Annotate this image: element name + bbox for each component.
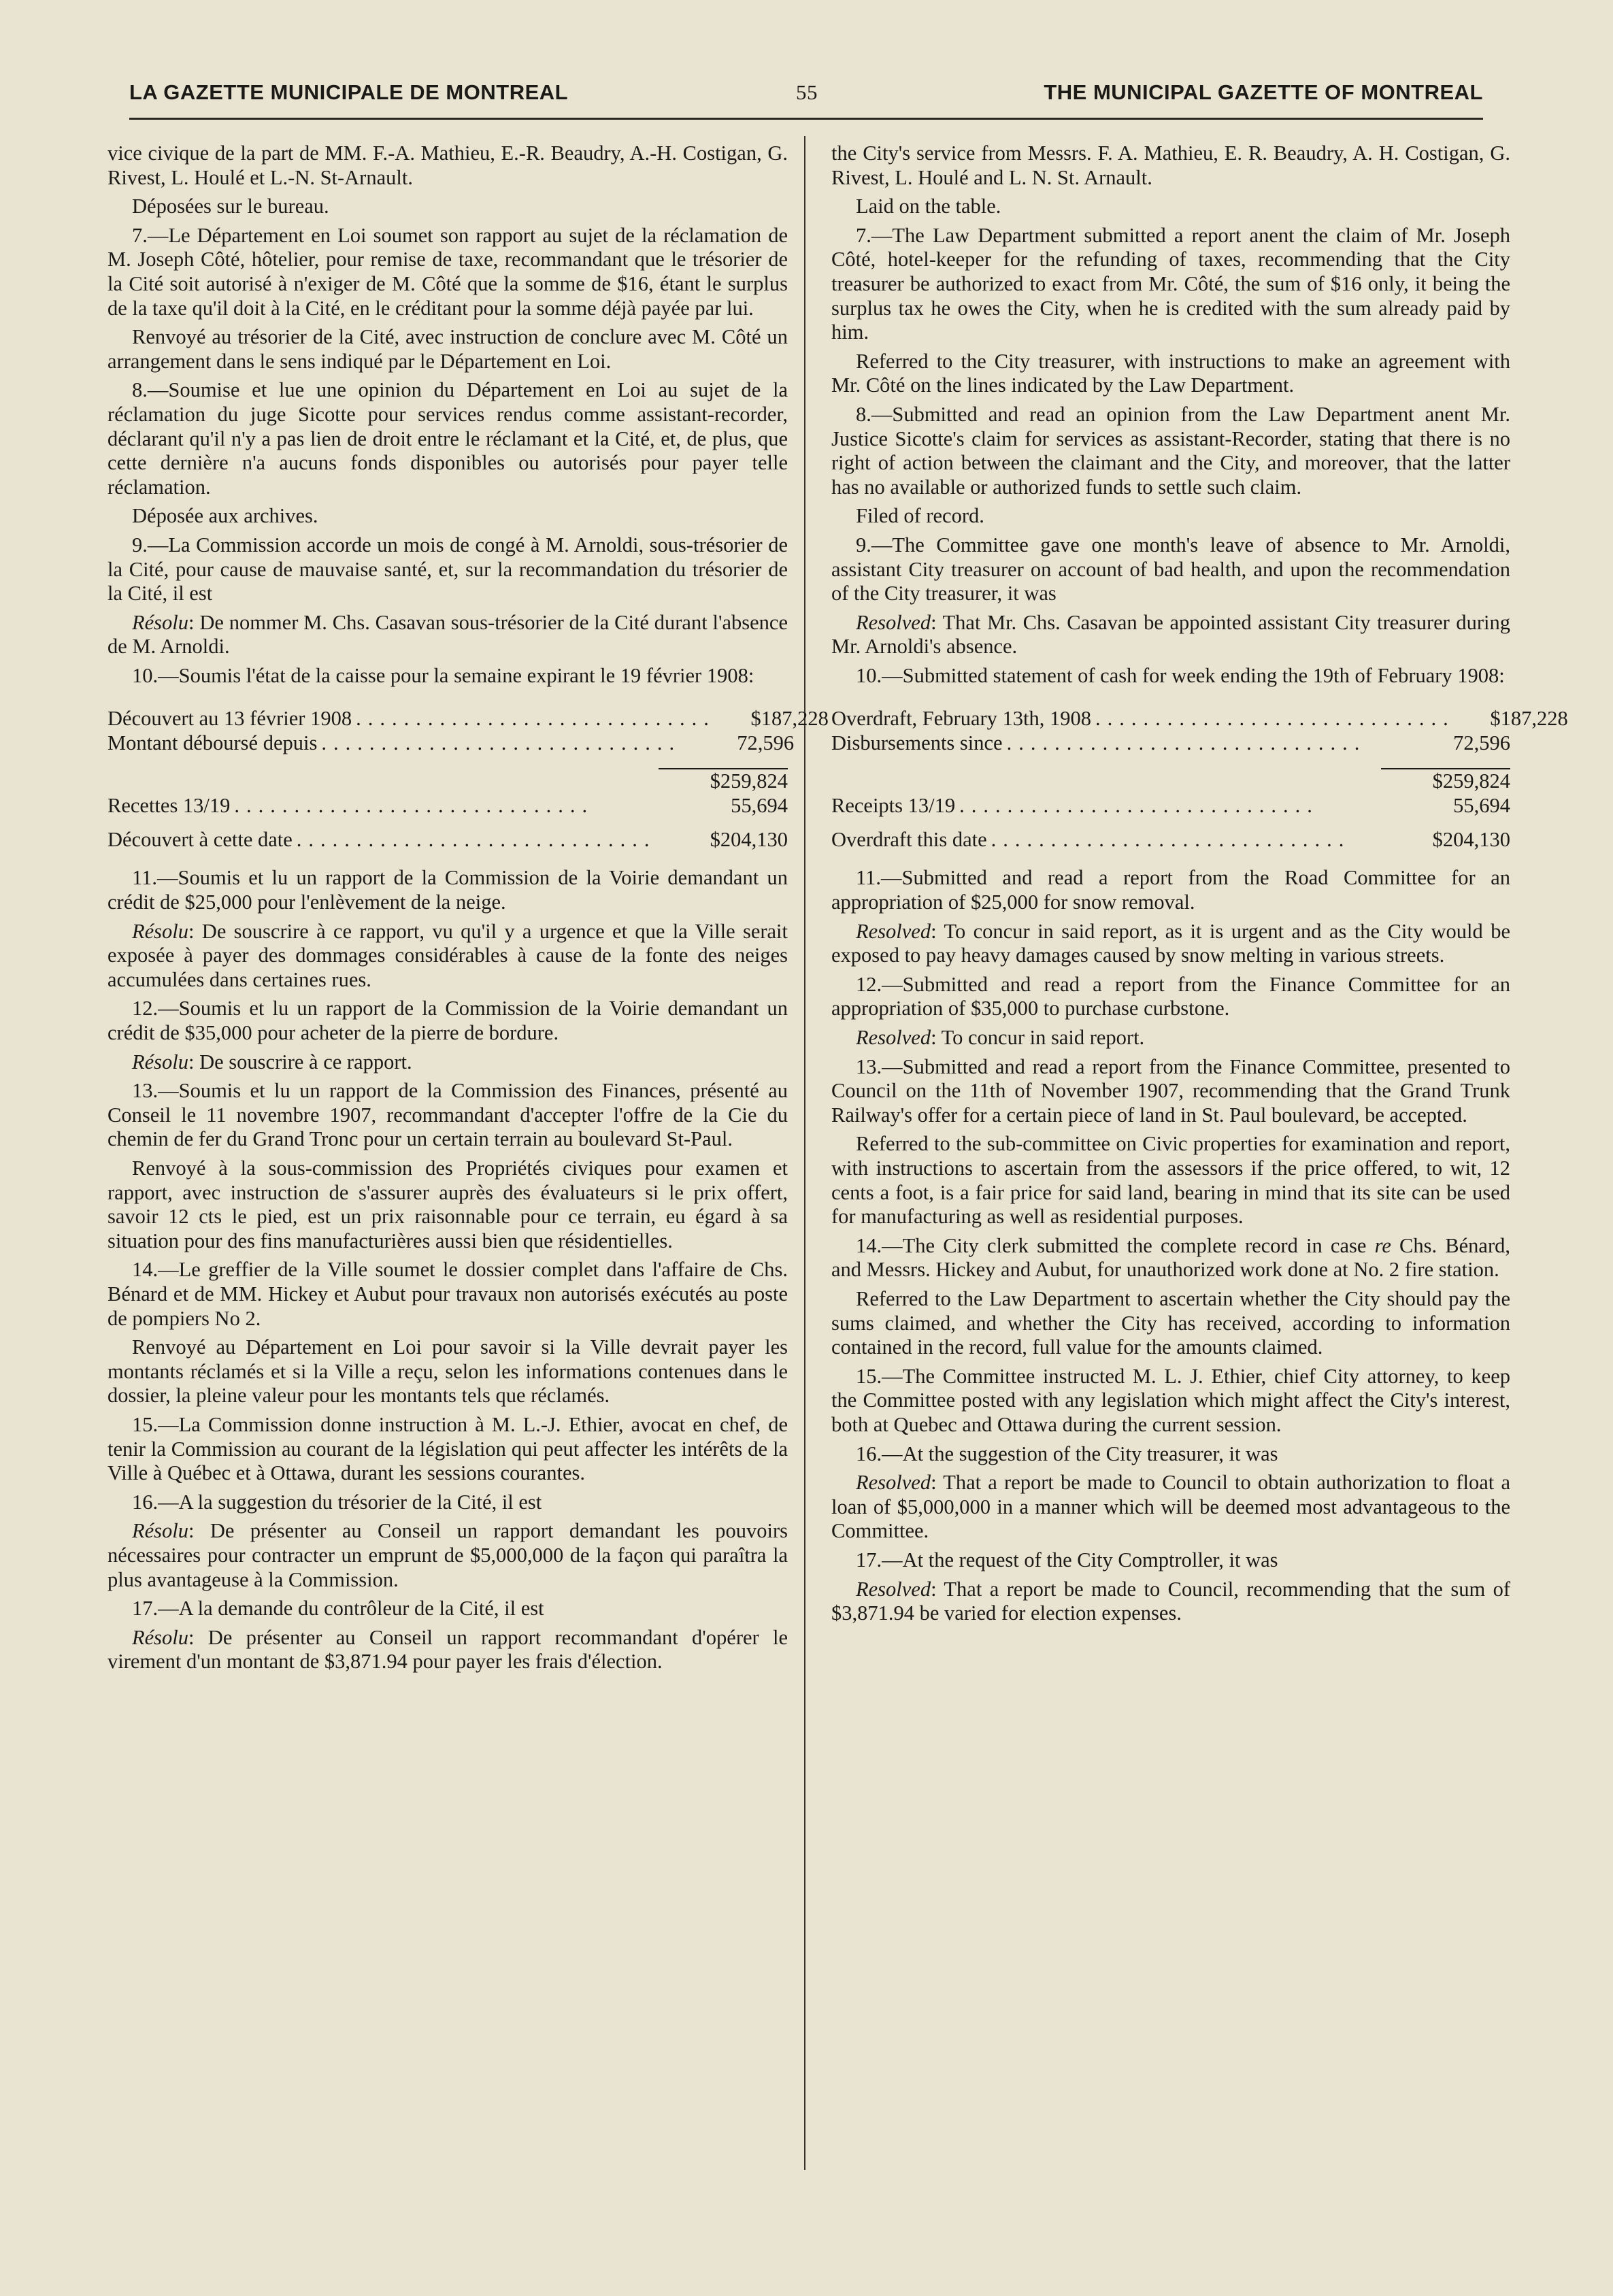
en-para-7: 9.—The Committee gave one month's leave of absence to Mr. Arnoldi, assistant City treasurer on account of bad health, and upon the recommendation of the City treasurer, it was <box>831 533 1510 605</box>
fr-para-13: 12.—Soumis et lu un rapport de la Commission de la Voirie demandant un crédit de $35,000 pour acheter de la pierre de bordure. <box>107 997 788 1045</box>
fr-para-4: Renvoyé au trésorier de la Cité, avec instruction de conclure avec M. Côté un arrangement dans le sens indiqué par le Département en Loi. <box>107 325 788 373</box>
fr-cash-row4-amount: $204,130 <box>710 828 788 852</box>
english-column <box>831 142 1568 1631</box>
fr-resolu-label: Résolu <box>132 1625 189 1649</box>
fr-cash-row1-amount: $187,228 <box>750 707 829 731</box>
fr-para-3: 7.—Le Département en Loi soumet son rapport au sujet de la réclamation de M. Joseph Côté, hôtelier, pour remise de taxe, recommandant que le trésorier de la Cité soit autorisé à n'exiger de M. Côté que la somme de $16, étant le surplus de la taxe qu'il doit à la Cité, en le créditant pour la somme déjà payée par lui. <box>107 223 788 320</box>
fr-para-23 <box>107 1626 788 1674</box>
fr-para-15: 13.—Soumis et lu un rapport de la Commission des Finances, présenté au Conseil le 11 novembre 1907, recommandant d'accepter l'offre de la Cie du chemin de fer du Grand Tronc pour un certain terrain au boulevard St-Paul. <box>107 1079 788 1151</box>
column-divider <box>804 136 805 2170</box>
fr-para-8 <box>107 611 788 659</box>
fr-para-12 <box>107 920 788 993</box>
en-para-9: 10.—Submitted statement of cash for week ending the 19th of February 1908: <box>856 663 1505 687</box>
en-cash-row3-amount: 55,694 <box>1453 794 1510 818</box>
en-para-17 <box>831 1234 1510 1282</box>
fr-para-2: Déposées sur le bureau. <box>132 195 329 218</box>
fr-para-11: 11.—Soumis et lu un rapport de la Commission de la Voirie demandant un crédit de $25,000 pour l'enlèvement de la neige. <box>107 866 788 914</box>
en-resolved-label: Resolved <box>856 919 931 943</box>
fr-para-21 <box>107 1519 788 1592</box>
fr-cash-row3-amount: 55,694 <box>731 794 788 818</box>
en-cash-subtotal: $259,824 <box>1432 769 1510 793</box>
en-resolved-label: Resolved <box>856 1471 931 1495</box>
en-para-19: 15.—The Committee instructed M. L. J. Ethier, chief City attorney, to keep the Committee posted with any legislation which might affect the City's interest, both at Quebec and Ottawa during the current session. <box>831 1364 1510 1436</box>
fr-cash-statement: Découvert au 13 février 1908 .............................. $187,228 Montant déboursé depuis .............................. 72,596 $259,824 Recettes 13/19 .............................. 55,694 Découvert à cette date .............................. $204,130 <box>107 707 829 852</box>
fr-cash-row4-label: Découvert à cette date <box>107 828 293 852</box>
en-para-1: the City's service from Messrs. F. A. Mathieu, E. R. Beaudry, A. H. Costigan, G. Rivest, L. Houlé and L. N. St. Arnault. <box>831 142 1510 189</box>
fr-resolu-label: Résolu <box>132 919 189 943</box>
en-cash-row4-label: Overdraft this date <box>831 828 987 852</box>
en-resolved-label: Resolved <box>856 610 931 634</box>
en-para-21 <box>831 1471 1510 1544</box>
fr-cash-row1-label: Découvert au 13 février 1908 <box>107 707 352 731</box>
header-title-fr: LA GAZETTE MUNICIPALE DE MONTREAL <box>129 80 569 104</box>
en-resolved-label: Resolved <box>856 1026 931 1050</box>
en-para-5: 8.—Submitted and read an opinion from the Law Department anent Mr. Justice Sicotte's claim for services as assistant-Recorder, stating that there is no right of action between the claimant and the City, and moreover, that the latter has no available or authorized funds to settle such claim. <box>831 402 1510 499</box>
en-para-2: Laid on the table. <box>856 195 1001 218</box>
fr-para-12-text: : De souscrire à ce rapport, vu qu'il y a urgence et que la Ville serait exposée à payer des dommages considérables à cause de la fonte des neiges accumulées dans certaines rues. <box>107 919 788 991</box>
fr-para-23-text: : De présenter au Conseil un rapport recommandant d'opérer le virement d'un montant de $3,871.94 pour payer les frais d'élection. <box>107 1625 788 1674</box>
fr-para-16: Renvoyé à la sous-commission des Propriétés civiques pour examen et rapport, avec instruction de s'assurer auprès des évaluateurs si le prix offert, savoir 12 cts le pied, est un prix raisonnable pour ce terrain, eu égard à sa situation pour des fins manufacturières aussi bien que résidentielles. <box>107 1157 788 1252</box>
en-para-12 <box>831 920 1510 968</box>
fr-para-20: 16.—A la suggestion du trésorier de la Cité, il est <box>132 1490 542 1514</box>
fr-para-8-text: : De nommer M. Chs. Casavan sous-trésorier de la Cité durant l'absence de M. Arnoldi. <box>107 610 788 659</box>
fr-resolu-label: Résolu <box>132 1519 189 1543</box>
en-para-14 <box>831 1026 1510 1050</box>
en-para-15: 13.—Submitted and read a report from the Finance Committee, presented to Council on the 11th of November 1907, recommending that the Grand Trunk Railway's offer for a certain piece of land in St. Paul boulevard, be accepted. <box>831 1054 1510 1127</box>
en-para-14-text: : To concur in said report. <box>931 1026 1145 1050</box>
en-re-label: re <box>1374 1233 1391 1257</box>
en-para-23-text: : That a report be made to Council, recommending that the sum of $3,871.94 be varied for election expenses. <box>831 1577 1510 1625</box>
fr-para-19: 15.—La Commission donne instruction à M. L.-J. Ethier, avocat en chef, de tenir la Commission au courant de la législation qui peut affecter les intérêts de la Ville à Québec et à Ottawa, durant les sessions courantes. <box>107 1412 788 1485</box>
en-cash-row2-label: Disbursements since <box>831 731 1003 755</box>
fr-para-7: 9.—La Commission accorde un mois de congé à M. Arnoldi, sous-trésorier de la Cité, pour cause de mauvaise santé, et, sur la recommandation du trésorier de la Cité, il est <box>107 533 788 605</box>
fr-para-14-text: : De souscrire à ce rapport. <box>188 1050 412 1074</box>
fr-cash-subtotal: $259,824 <box>710 769 788 793</box>
fr-para-21-text: : De présenter au Conseil un rapport demandant les pouvoirs nécessaires pour contracter un emprunt de $5,000,000 de la façon qui paraîtra la plus avantageuse à la Commission. <box>107 1519 788 1591</box>
en-para-16: Referred to the sub-committee on Civic properties for examination and report, with instructions to ascertain from the assessors if the price offered, to wit, 12 cents a foot, is a fair price for said land, bearing in mind that its site can be used for manufacturing as well as residential purposes. <box>831 1132 1510 1229</box>
page-number: 55 <box>796 80 818 104</box>
fr-para-5: 8.—Soumise et lue une opinion du Département en Loi au sujet de la réclamation du juge Sicotte pour services rendus comme assistant-recorder, déclarant qu'il n'y a pas lien de droit entre le réclamant et la Cité, et, de plus, que cette dernière n'a aucuns fonds disponibles ou autorisés pour payer telle réclamation. <box>107 378 788 499</box>
en-para-18: Referred to the Law Department to ascertain whether the City should pay the sums claimed, and whether the City has received, according to information contained in the record, full value for the amounts claimed. <box>831 1286 1510 1359</box>
en-para-8-text: : That Mr. Chs. Casavan be appointed assistant City treasurer during Mr. Arnoldi's absence. <box>831 610 1510 659</box>
en-para-6: Filed of record. <box>856 504 984 528</box>
en-cash-statement: Overdraft, February 13th, 1908 .............................. $187,228 Disbursements since .............................. 72,596 $259,824 Receipts 13/19 .............................. 55,694 Overdraft this date .............................. $204,130 <box>831 707 1568 852</box>
fr-cash-row3-label: Recettes 13/19 <box>107 794 231 818</box>
en-para-8 <box>831 611 1510 659</box>
header-title-en: THE MUNICIPAL GAZETTE OF MONTREAL <box>1044 80 1483 104</box>
en-cash-row2-amount: 72,596 <box>1453 731 1510 755</box>
en-cash-row3-label: Receipts 13/19 <box>831 794 956 818</box>
fr-resolu-label: Résolu <box>132 610 189 634</box>
en-resolved-label: Resolved <box>856 1577 931 1601</box>
fr-para-18: Renvoyé au Département en Loi pour savoir si la Ville devrait payer les montants réclamés et si la Ville a reçu, selon les informations contenues dans le dossier, la pleine valeur pour les montants tels que réclamés. <box>107 1335 788 1408</box>
french-column <box>107 142 829 1679</box>
fr-para-9: 10.—Soumis l'état de la caisse pour la semaine expirant le 19 février 1908: <box>132 663 754 687</box>
fr-para-17: 14.—Le greffier de la Ville soumet le dossier complet dans l'affaire de Chs. Bénard et de MM. Hickey et Aubut pour travaux non autorisés exécutés au poste de pompiers No 2. <box>107 1258 788 1330</box>
en-para-23 <box>831 1578 1510 1626</box>
en-para-17-pre: 14.—The City clerk submitted the complete record in case <box>856 1233 1375 1257</box>
en-cash-row1-label: Overdraft, February 13th, 1908 <box>831 707 1091 731</box>
en-para-13: 12.—Submitted and read a report from the Finance Committee for an appropriation of $35,000 to purchase curbstone. <box>831 972 1510 1020</box>
en-para-22: 17.—At the request of the City Comptroller, it was <box>856 1548 1278 1571</box>
en-para-4: Referred to the City treasurer, with instructions to make an agreement with Mr. Côté on the lines indicated by the Law Department. <box>831 349 1510 397</box>
en-para-20: 16.—At the suggestion of the City treasurer, it was <box>856 1442 1278 1465</box>
running-head <box>129 80 1483 114</box>
en-para-3: 7.—The Law Department submitted a report anent the claim of Mr. Joseph Côté, hotel-keeper for the refunding of taxes, recommending that the City treasurer be authorized to exact from Mr. Côté, the sum of $16 only, it being the surplus tax he owes the City, when he is credited with the sum already paid by him. <box>831 223 1510 344</box>
fr-cash-row2-amount: 72,596 <box>737 731 795 755</box>
en-cash-row1-amount: $187,228 <box>1490 707 1568 731</box>
fr-para-6: Déposée aux archives. <box>132 504 318 528</box>
header-rule <box>129 118 1483 120</box>
en-para-11: 11.—Submitted and read a report from the Road Committee for an appropriation of $25,000 for snow removal. <box>831 866 1510 914</box>
fr-cash-row2-label: Montant déboursé depuis <box>107 731 318 755</box>
en-para-17-text: Chs. Bénard, and Messrs. Hickey and Aubut, for unauthorized work done at No. 2 fire station. <box>831 1233 1510 1282</box>
en-cash-row4-amount: $204,130 <box>1432 828 1510 852</box>
en-para-21-text: : That a report be made to Council to obtain authorization to float a loan of $5,000,000 in a manner which will be deemed most advantageous to the Committee. <box>831 1471 1510 1543</box>
en-para-12-text: : To concur in said report, as it is urgent and as the City would be exposed to pay heavy damages caused by snow melting in various streets. <box>831 919 1510 967</box>
fr-para-22: 17.—A la demande du contrôleur de la Cité, il est <box>132 1597 544 1620</box>
fr-para-1: vice civique de la part de MM. F.-A. Mathieu, E.-R. Beaudry, A.-H. Costigan, G. Rivest, L. Houlé et L.-N. St-Arnault. <box>107 142 788 189</box>
fr-para-14 <box>107 1050 788 1075</box>
fr-resolu-label: Résolu <box>132 1050 189 1074</box>
